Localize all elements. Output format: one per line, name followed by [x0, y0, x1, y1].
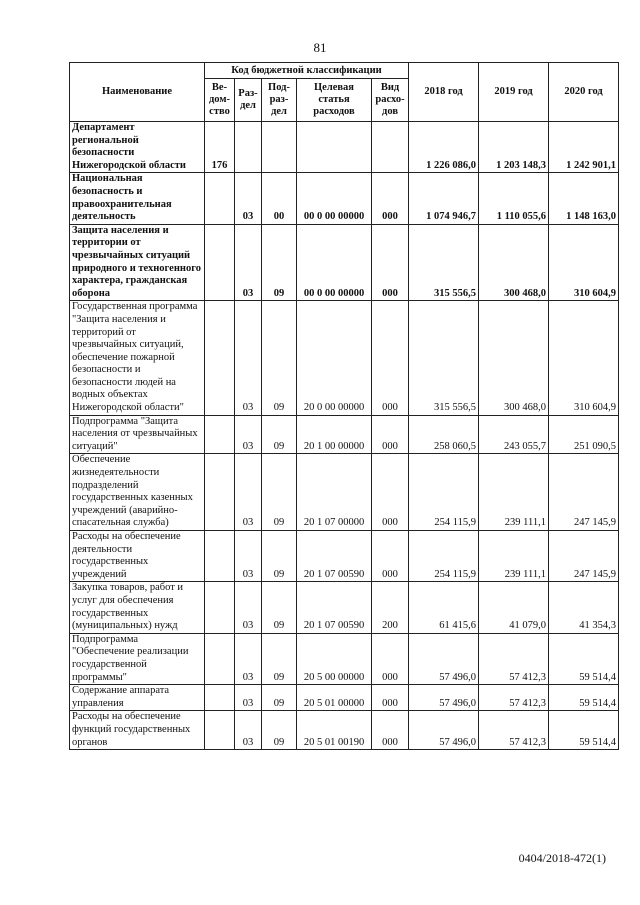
- row-name: Подпрограмма "Обеспечение реализации государственной программы": [70, 633, 205, 684]
- row-razdel: 03: [235, 173, 262, 224]
- row-vedomstvo: [205, 582, 235, 633]
- row-razdel: 03: [235, 685, 262, 711]
- header-name: Наименование: [70, 63, 205, 122]
- budget-table: [69, 62, 619, 750]
- row-name: Закупка товаров, работ и услуг для обеспечения государственных (муниципальных) нужд: [70, 582, 205, 633]
- row-name: Содержание аппарата управления: [70, 685, 205, 711]
- table-row: [70, 301, 619, 415]
- row-2018: 57 496,0: [409, 711, 479, 750]
- row-podrazdel: 09: [262, 711, 297, 750]
- row-name: Расходы на обеспечение функций государственных органов: [70, 711, 205, 750]
- row-razdel: 03: [235, 633, 262, 684]
- row-target: 20 1 00 00000: [297, 415, 372, 454]
- row-vid: [372, 122, 409, 173]
- row-2020: 59 514,4: [549, 685, 619, 711]
- header-podrazdel: Под- раз- дел: [262, 79, 297, 122]
- table-row: [70, 531, 619, 582]
- header-2019: 2019 год: [479, 63, 549, 122]
- table-row: [70, 224, 619, 301]
- header-2020: 2020 год: [549, 63, 619, 122]
- page-number: 81: [313, 40, 327, 55]
- row-2018: 1 226 086,0: [409, 122, 479, 173]
- row-name: Подпрограмма "Защита населения от чрезвычайных ситуаций": [70, 415, 205, 454]
- row-2018: 61 415,6: [409, 582, 479, 633]
- row-2019: 57 412,3: [479, 685, 549, 711]
- table-row: [70, 711, 619, 750]
- table-row: [70, 415, 619, 454]
- row-name: Департамент региональной безопасности Нижегородской области: [70, 122, 205, 173]
- row-podrazdel: [262, 122, 297, 173]
- table-row: [70, 122, 619, 173]
- row-2019: 57 412,3: [479, 711, 549, 750]
- row-2018: 1 074 946,7: [409, 173, 479, 224]
- row-vedomstvo: [205, 224, 235, 301]
- header-2018: 2018 год: [409, 63, 479, 122]
- row-vedomstvo: [205, 633, 235, 684]
- row-name: Расходы на обеспечение деятельности государственных учреждений: [70, 531, 205, 582]
- row-2019: 41 079,0: [479, 582, 549, 633]
- row-2018: 254 115,9: [409, 531, 479, 582]
- row-2019: 1 110 055,6: [479, 173, 549, 224]
- row-razdel: [235, 122, 262, 173]
- row-vedomstvo: [205, 454, 235, 531]
- document-code: 0404/2018-472(1): [518, 851, 606, 865]
- row-vedomstvo: [205, 415, 235, 454]
- row-vedomstvo: [205, 301, 235, 415]
- row-target: 20 1 07 00590: [297, 582, 372, 633]
- row-podrazdel: 09: [262, 224, 297, 301]
- row-2019: 300 468,0: [479, 224, 549, 301]
- row-podrazdel: 09: [262, 685, 297, 711]
- row-podrazdel: 09: [262, 301, 297, 415]
- row-vedomstvo: [205, 173, 235, 224]
- row-2019: 57 412,3: [479, 633, 549, 684]
- row-vid: 000: [372, 531, 409, 582]
- row-podrazdel: 09: [262, 582, 297, 633]
- row-target: 20 5 01 00000: [297, 685, 372, 711]
- row-name: Обеспечение жизнедеятельности подразделений государственных казенных учреждений (аварийно-спасательная служба): [70, 454, 205, 531]
- table-row: [70, 173, 619, 224]
- row-target: 20 0 00 00000: [297, 301, 372, 415]
- row-podrazdel: 09: [262, 633, 297, 684]
- row-vid: 000: [372, 224, 409, 301]
- row-target: 00 0 00 00000: [297, 224, 372, 301]
- row-2020: 1 242 901,1: [549, 122, 619, 173]
- row-podrazdel: 00: [262, 173, 297, 224]
- row-razdel: 03: [235, 582, 262, 633]
- row-2020: 41 354,3: [549, 582, 619, 633]
- row-name: Защита населения и территории от чрезвычайных ситуаций природного и техногенного характера, гражданская оборона: [70, 224, 205, 301]
- row-2018: 258 060,5: [409, 415, 479, 454]
- row-target: [297, 122, 372, 173]
- row-razdel: 03: [235, 224, 262, 301]
- row-2018: 57 496,0: [409, 633, 479, 684]
- row-2018: 315 556,5: [409, 224, 479, 301]
- row-2020: 247 145,9: [549, 454, 619, 531]
- row-razdel: 03: [235, 531, 262, 582]
- row-podrazdel: 09: [262, 454, 297, 531]
- row-2020: 59 514,4: [549, 711, 619, 750]
- table-row: [70, 633, 619, 684]
- header-razdel: Раз- дел: [235, 79, 262, 122]
- row-target: 20 5 00 00000: [297, 633, 372, 684]
- row-podrazdel: 09: [262, 531, 297, 582]
- row-name: Государственная программа "Защита населения и территорий от чрезвычайных ситуаций, обеспечение пожарной безопасности и безопасности людей на водных объектах Нижегородской области": [70, 301, 205, 415]
- row-vid: 000: [372, 454, 409, 531]
- row-2020: 310 604,9: [549, 301, 619, 415]
- header-target: Целевая статья расходов: [297, 79, 372, 122]
- row-razdel: 03: [235, 454, 262, 531]
- row-target: 00 0 00 00000: [297, 173, 372, 224]
- row-vedomstvo: [205, 685, 235, 711]
- row-vedomstvo: [205, 531, 235, 582]
- row-2019: 1 203 148,3: [479, 122, 549, 173]
- row-2019: 243 055,7: [479, 415, 549, 454]
- row-2020: 59 514,4: [549, 633, 619, 684]
- row-vid: 000: [372, 711, 409, 750]
- header-vedomstvo: Ве- дом- ство: [205, 79, 235, 122]
- row-2020: 247 145,9: [549, 531, 619, 582]
- row-2018: 57 496,0: [409, 685, 479, 711]
- row-podrazdel: 09: [262, 415, 297, 454]
- row-name: Национальная безопасность и правоохранительная деятельность: [70, 173, 205, 224]
- row-vid: 200: [372, 582, 409, 633]
- row-2020: 1 148 163,0: [549, 173, 619, 224]
- row-vid: 000: [372, 415, 409, 454]
- header-classification: Код бюджетной классификации: [205, 63, 409, 79]
- row-target: 20 1 07 00000: [297, 454, 372, 531]
- row-vid: 000: [372, 301, 409, 415]
- header-vid: Вид расхо- дов: [372, 79, 409, 122]
- row-target: 20 5 01 00190: [297, 711, 372, 750]
- row-vid: 000: [372, 633, 409, 684]
- row-vid: 000: [372, 685, 409, 711]
- table-row: [70, 454, 619, 531]
- table-row: [70, 685, 619, 711]
- row-2019: 300 468,0: [479, 301, 549, 415]
- row-vid: 000: [372, 173, 409, 224]
- row-2020: 310 604,9: [549, 224, 619, 301]
- row-vedomstvo: [205, 711, 235, 750]
- row-2018: 254 115,9: [409, 454, 479, 531]
- row-2019: 239 111,1: [479, 454, 549, 531]
- row-2020: 251 090,5: [549, 415, 619, 454]
- row-target: 20 1 07 00590: [297, 531, 372, 582]
- row-razdel: 03: [235, 301, 262, 415]
- row-2018: 315 556,5: [409, 301, 479, 415]
- row-razdel: 03: [235, 711, 262, 750]
- table-row: [70, 582, 619, 633]
- row-2019: 239 111,1: [479, 531, 549, 582]
- row-vedomstvo: 176: [205, 122, 235, 173]
- row-razdel: 03: [235, 415, 262, 454]
